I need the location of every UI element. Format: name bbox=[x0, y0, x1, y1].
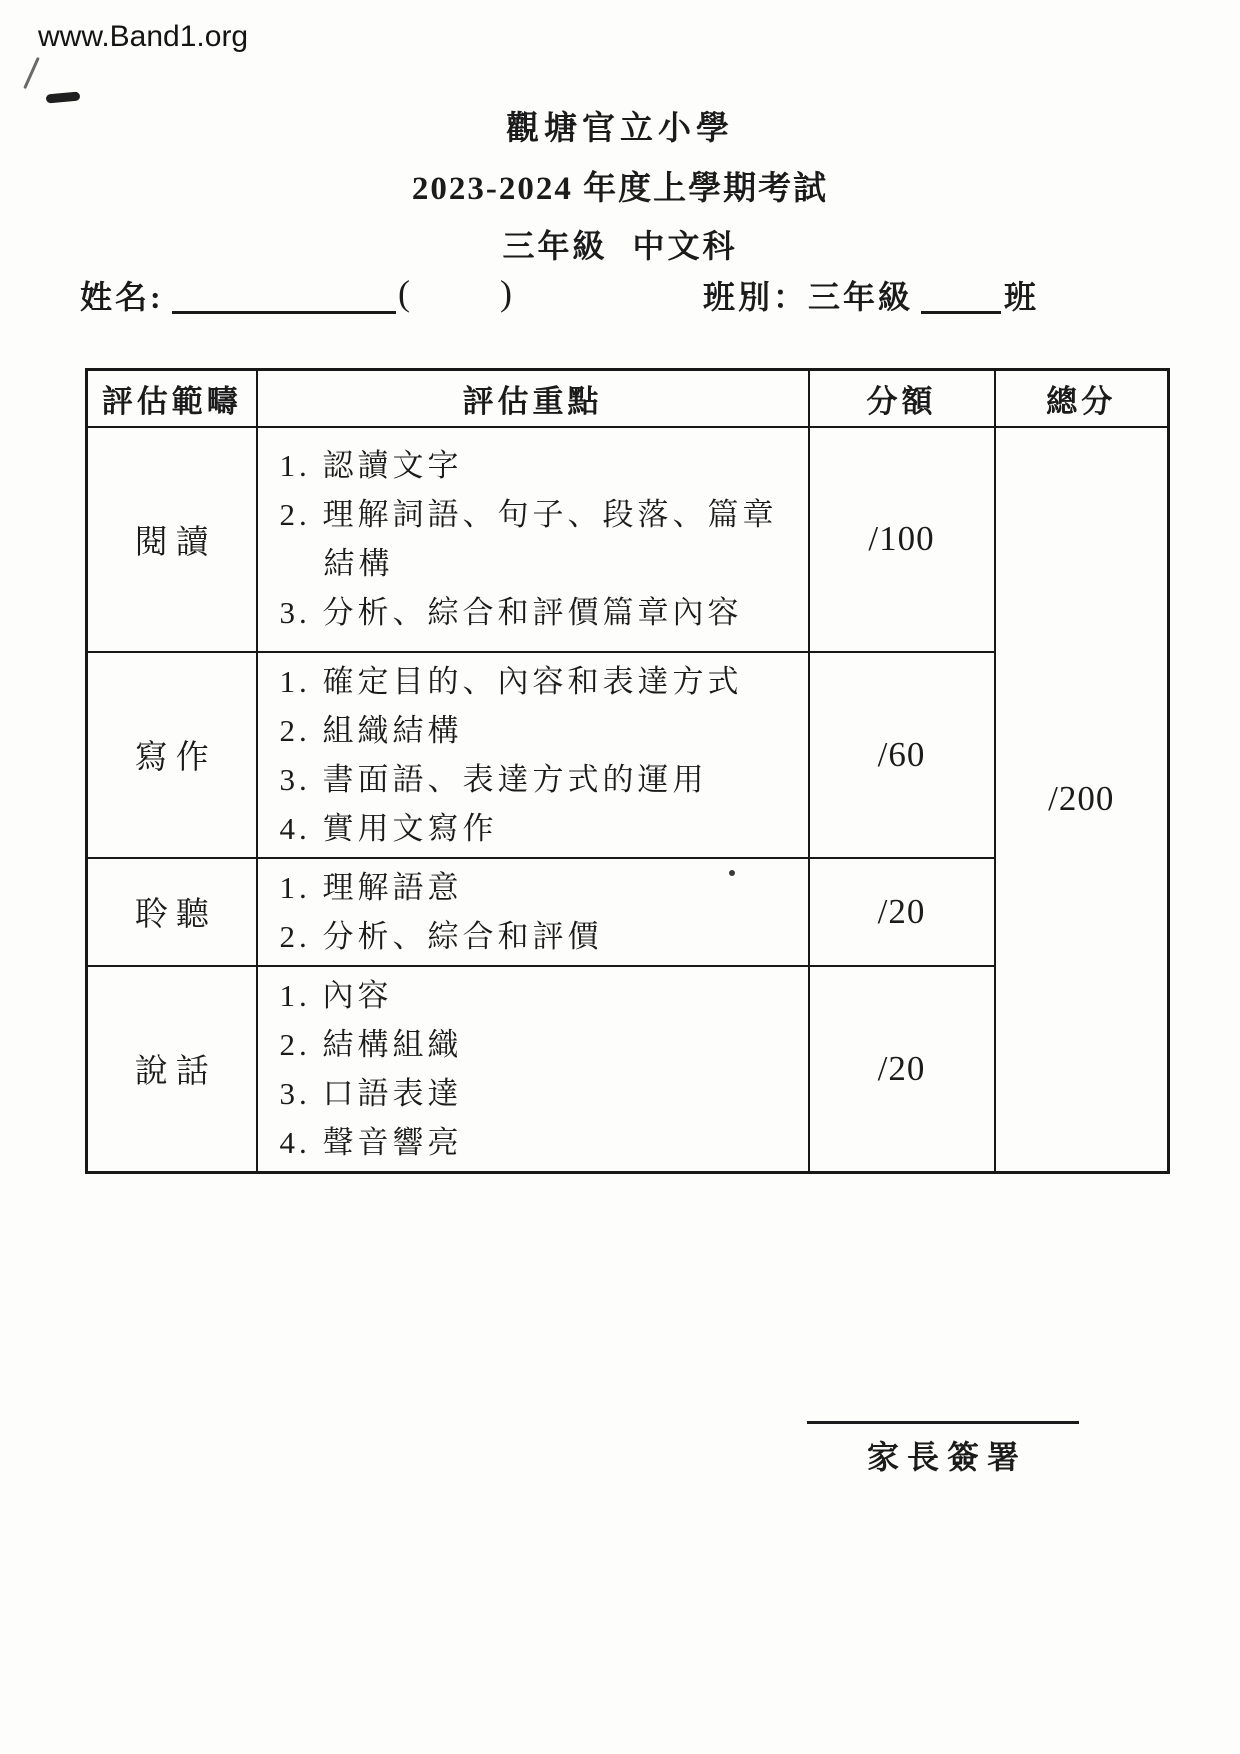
point-item: 2. 組織結構 bbox=[279, 712, 463, 748]
points-cell bbox=[257, 858, 809, 966]
table-header-row bbox=[87, 370, 1169, 427]
score-cell: /20 bbox=[809, 858, 995, 966]
point-item: 4. 聲音響亮 bbox=[279, 1124, 463, 1160]
point-item: 3. 書面語、表達方式的運用 bbox=[279, 761, 708, 797]
assessment-table bbox=[85, 368, 1170, 1174]
signature-fill-line[interactable] bbox=[807, 1390, 1079, 1424]
exam-title: 2023-2024 年度上學期考試 bbox=[411, 171, 829, 207]
domain-cell: 聆聽 bbox=[87, 858, 257, 966]
point-item: 2. 理解詞語、句子、段落、篇章結構 bbox=[279, 497, 778, 581]
grade-subject: 三年級 中文科 bbox=[502, 228, 738, 264]
pen-mark-slash bbox=[23, 57, 40, 89]
column-header-2: 評估重點 bbox=[257, 370, 809, 427]
class-suffix: 班 bbox=[1004, 279, 1040, 315]
signature-block bbox=[807, 1390, 1079, 1478]
class-number-paren-close: ) bbox=[500, 273, 515, 313]
class-fill-line[interactable] bbox=[921, 268, 1001, 314]
point-item: 1. 確定目的、內容和表達方式 bbox=[279, 663, 743, 699]
points-cell bbox=[257, 966, 809, 1173]
watermark-link[interactable]: www.Band1.org bbox=[38, 20, 249, 53]
score-cell: /60 bbox=[809, 652, 995, 858]
domain-cell: 說話 bbox=[87, 966, 257, 1173]
score-cell: /20 bbox=[809, 966, 995, 1173]
point-item: 1. 理解語意 bbox=[279, 869, 463, 905]
class-number-paren-open: ( bbox=[398, 273, 413, 313]
signature-label: 家長簽署 bbox=[866, 1439, 1027, 1475]
points-cell bbox=[257, 652, 809, 858]
point-item: 3. 口語表達 bbox=[279, 1075, 463, 1111]
school-name: 觀塘官立小學 bbox=[506, 111, 734, 147]
score-cell: /100 bbox=[809, 427, 995, 652]
column-header-1: 評估範疇 bbox=[87, 370, 257, 427]
domain-cell: 寫作 bbox=[87, 652, 257, 858]
name-label: 姓名: bbox=[80, 279, 164, 315]
name-fill-line[interactable] bbox=[172, 268, 396, 314]
points-cell bbox=[257, 427, 809, 652]
class-label: 班別：三年級 bbox=[703, 279, 914, 315]
column-header-3: 分額 bbox=[809, 370, 995, 427]
point-item: 1. 內容 bbox=[279, 977, 393, 1013]
total-score-cell: /200 bbox=[995, 427, 1169, 1173]
point-item: 3. 分析、綜合和評價篇章內容 bbox=[279, 595, 743, 630]
point-item: 1. 認讀文字 bbox=[279, 448, 463, 483]
domain-cell: 閱讀 bbox=[87, 427, 257, 652]
table-row bbox=[87, 427, 1169, 652]
point-item: 2. 結構組織 bbox=[279, 1026, 463, 1062]
point-item: 4. 實用文寫作 bbox=[279, 810, 498, 846]
column-header-4: 總分 bbox=[995, 370, 1169, 427]
point-item: 2. 分析、綜合和評價 bbox=[279, 918, 603, 954]
